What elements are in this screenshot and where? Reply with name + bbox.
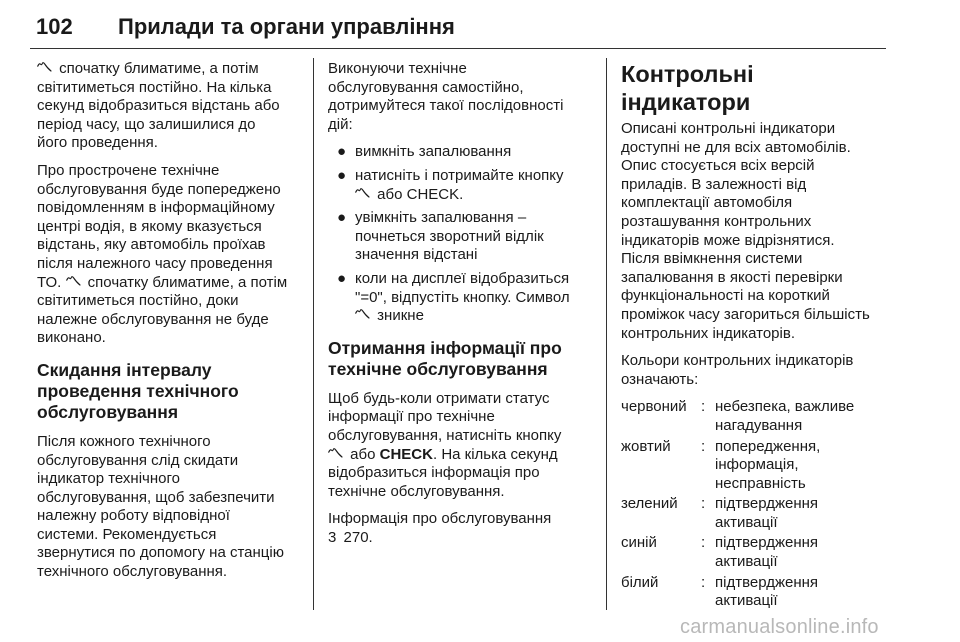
page-reference-link[interactable]: 270. [339, 528, 373, 546]
wrench-icon: 〽 [63, 272, 82, 292]
bullet-icon: ● [337, 269, 347, 287]
page-header [30, 0, 886, 50]
indicators-intro-paragraph: Описані контрольні індикатори доступні не для всіх автомобілів. Опис стосується всіх версій приладів. В залежності від комплектації автомобіля розташування контрольних індикаторів може відрізнятися. Після ввімкнення системи запалювання в якості перевірки функціональності на короткий проміжок часу загориться більшість контрольних індикаторів. [621, 120, 870, 342]
service-info-paragraph: Щоб будь-коли отримати статус інформації про технічне обслуговування, натисніть кнопку 〽 або CHECK. На кілька секунд відобразиться інформація про технічне обслуговування. [326, 389, 562, 500]
reset-interval-heading: Скидання інтервалу проведення технічного обслуговування [37, 359, 239, 422]
list-item: ● натисніть і потримайте кнопку 〽 або CHECK. [337, 166, 564, 204]
table-row: білий : підтвердження активації [621, 573, 819, 610]
watermark: carmanualsonline.info [680, 616, 879, 638]
service-info-heading: Отримання інформації про технічне обслуговування [328, 337, 562, 379]
table-row: червоний : небезпека, важливе нагадування [621, 398, 855, 434]
wrench-icon: 〽 [353, 184, 372, 204]
column-1 [37, 60, 305, 591]
service-reference-paragraph: Інформація про обслуговування 3 270. [328, 510, 552, 546]
column-3 [621, 60, 889, 611]
overdue-paragraph: Про прострочене технічне обслуговування буде попереджено повідомленням в інформаційному центрі водія, в якому вказується відстань, яку автомобіль проїхав після належного часу проведення ТО. 〽 спочатку блиматиме, а потім світитиметься постійно, доки належне обслуговування не буде виконано. [37, 161, 288, 347]
wrench-icon: 〽 [326, 444, 345, 464]
bullet-icon: ● [337, 209, 347, 227]
self-service-intro: Виконуючи технічне обслуговування самостійно, дотримуйтеся такої послідовності дій: [328, 60, 564, 133]
page-title: Прилади та органи управління [118, 14, 455, 39]
column-divider-1 [313, 58, 314, 610]
list-item: ● увімкніть запалювання – почнеться зворотний відлік значення відстані [337, 209, 544, 264]
section-title: Контрольні індикатори [621, 61, 754, 115]
reset-interval-paragraph: Після кожного технічного обслуговування слід скидати індикатор технічного обслуговування, щоб забезпечити належну роботу відповідної системи. Рекомендується звернутися по допомогу на станцію технічного обслуговування. [37, 432, 284, 581]
bullet-icon: ● [337, 143, 347, 161]
table-row: жовтий : попередження, інформація, несправність [621, 437, 821, 492]
bullet-icon: ● [337, 166, 347, 184]
page-number: 102 [36, 14, 73, 39]
column-2 [328, 60, 596, 556]
color-legend-table [621, 398, 889, 611]
wrench-icon: 〽 [353, 305, 372, 326]
reset-steps-list [328, 143, 596, 325]
table-row: зелений : підтвердження активації [621, 495, 819, 531]
column-divider-2 [606, 58, 607, 610]
wrench-icon: 〽 [35, 58, 54, 79]
page-reference-arrow-icon: 3 [328, 528, 337, 546]
list-item: ● коли на дисплеї відобразиться "=0", відпустіть кнопку. Символ 〽 зникне [337, 269, 570, 326]
list-item: ● вимкніть запалювання [337, 143, 512, 161]
colors-intro-paragraph: Кольори контрольних індикаторів означають: [621, 352, 854, 388]
table-row: синій : підтвердження активації [621, 534, 819, 571]
header-rule [30, 48, 886, 49]
service-display-paragraph: 〽 спочатку блиматиме, а потім світитиметься постійно. На кілька секунд відобразиться відстань або період часу, що залишилися до його проведення. [35, 58, 280, 152]
